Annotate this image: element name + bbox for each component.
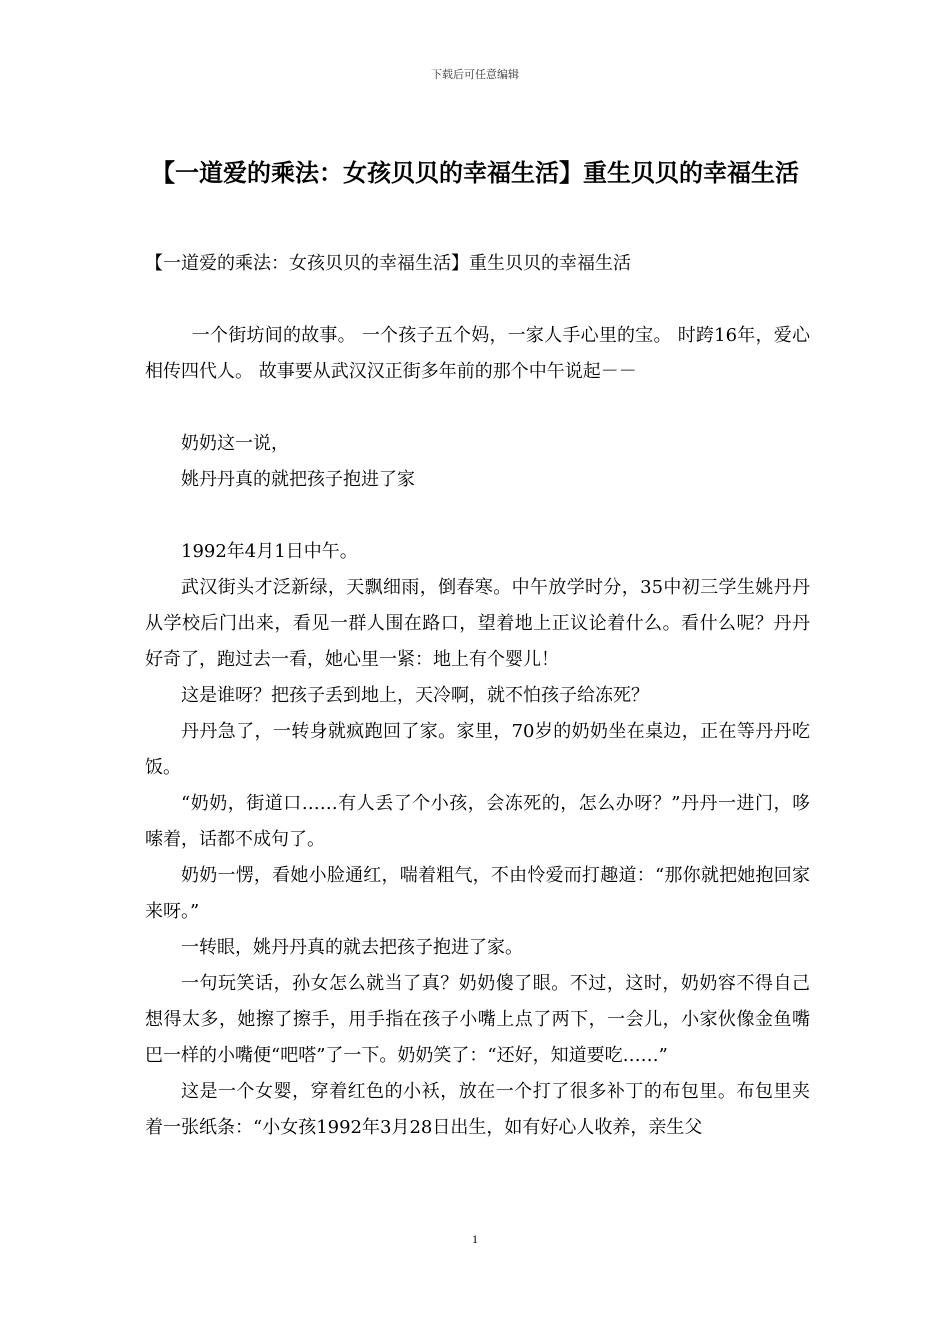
body-paragraph: 这是谁呀？把孩子丢到地上，天冷啊，就不怕孩子给冻死？ [181,685,649,706]
body-paragraph: 丹丹急了，一转身就疯跑回了家。家里，70岁的奶奶坐在桌边，正在等丹丹吃饭。 [145,721,810,778]
document-body [145,246,810,1146]
page-header-note: 下载后可任意编辑 [431,68,519,81]
document-title: 【一道爱的乘法：女孩贝贝的幸福生活】重生贝贝的幸福生活 [151,159,799,187]
body-paragraph: 武汉街头才泛新绿，天飘细雨，倒春寒。中午放学时分，35中初三学生姚丹丹从学校后门出来，看见一群人围在路口，望着地上正议论着什么。看什么呢？丹丹好奇了，跑过去一看，她心里一紧：地上有个婴儿！ [145,577,810,670]
body-paragraph: 奶奶这一说， [181,433,289,454]
body-paragraph: 奶奶一愣，看她小脸通红，喘着粗气，不由怜爱而打趣道：“那你就把她抱回家来呀。” [145,865,810,922]
body-paragraph: 一句玩笑话，孙女怎么就当了真？奶奶傻了眼。不过，这时，奶奶容不得自己想得太多，她擦了擦手，用手指在孩子小嘴上点了两下，一会儿，小家伙像金鱼嘴巴一样的小嘴便“吧嗒”了一下。奶奶笑了：“还好，知道要吃……” [145,973,810,1066]
body-paragraph: 一转眼，姚丹丹真的就去把孩子抱进了家。 [181,937,523,958]
body-paragraph: 这是一个女婴，穿着红色的小袄，放在一个打了很多补丁的布包里。布包里夹着一张纸条：“小女孩1992年3月28日出生，如有好心人收养，亲生父 [145,1081,810,1138]
subtitle-paragraph: 【一道爱的乘法：女孩贝贝的幸福生活】重生贝贝的幸福生活 [145,253,631,274]
body-paragraph: “奶奶，街道口……有人丢了个小孩，会冻死的，怎么办呀？”丹丹一进门，哆嗦着，话都不成句了。 [145,793,810,850]
page-number: 1 [472,1232,478,1246]
body-paragraph: 姚丹丹真的就把孩子抱进了家 [181,469,415,490]
body-paragraph: 1992年4月1日中午。 [181,541,358,562]
body-paragraph: 一个街坊间的故事。 一个孩子五个妈，一家人手心里的宝。 时跨16年，爱心相传四代人。 故事要从武汉汉正街多年前的那个中午说起－－ [145,325,810,382]
